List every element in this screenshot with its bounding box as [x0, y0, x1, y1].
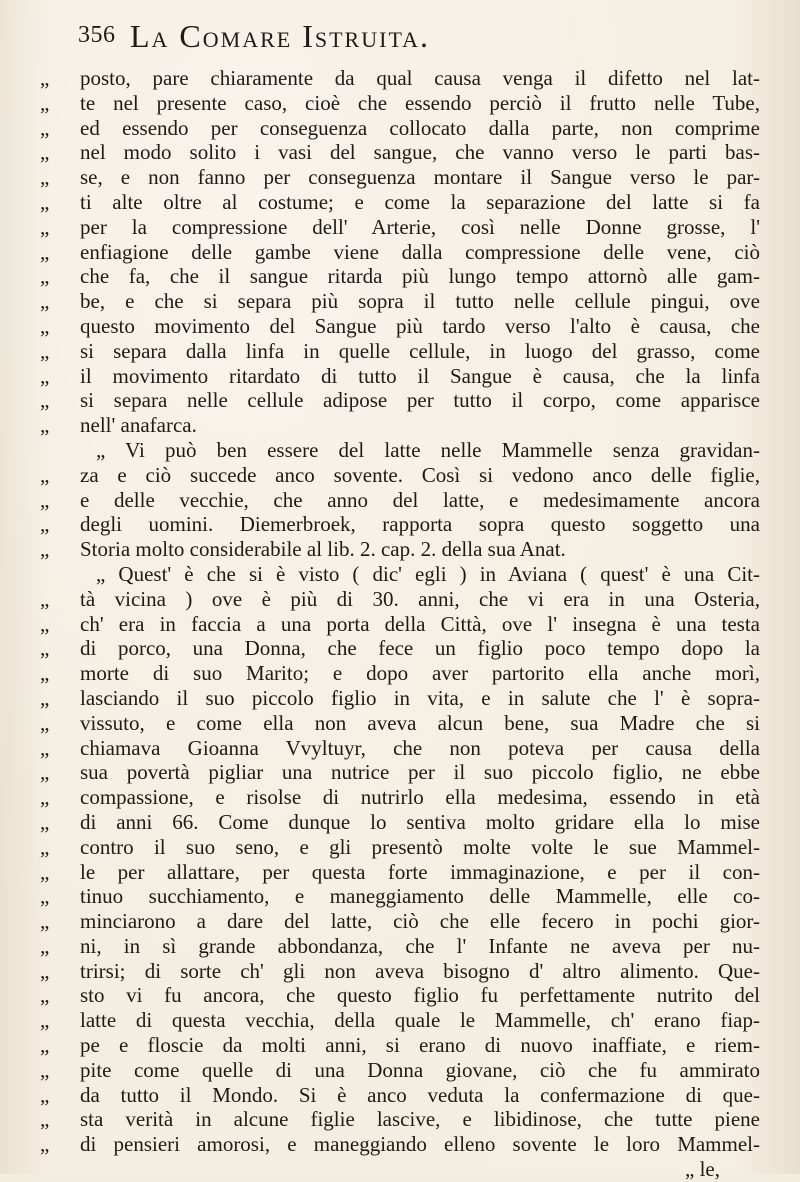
- line-text: che fa, che il sangue ritarda più lungo tempo attornò alle gam-: [80, 264, 760, 289]
- line-text: compassione, e risolse di nutrirlo ella medesima, essendo in età: [80, 785, 760, 810]
- line-text: nell' anafarca.: [80, 413, 197, 438]
- line-text: posto, pare chiaramente da qual causa venga il difetto nel lat-: [80, 66, 760, 90]
- line-text: sto vi fu ancora, che questo figlio fu perfettamente nutrito del: [80, 983, 760, 1008]
- text-line: [40, 488, 760, 513]
- line-text: „ Quest' è che si è visto ( dic' egli ) in Aviana ( quest' è una Cit-: [96, 561, 760, 586]
- line-text: te nel presente caso, cioè che essendo perciò il frutto nelle Tube,: [80, 90, 760, 115]
- quote-mark: „: [40, 487, 50, 512]
- quote-mark: „: [40, 1132, 50, 1157]
- page-number: 356: [78, 22, 116, 48]
- line-text: nel modo solito i vasi del sangue, che vanno verso le parti bas-: [80, 140, 760, 165]
- text-line: [40, 339, 760, 364]
- text-line: [40, 711, 760, 736]
- line-text: pite come quelle di una Donna giovane, ciò che fu ammirato: [80, 1057, 760, 1082]
- line-text: degli uomini. Diemerbroek, rapporta sopra questo soggetto una: [80, 512, 760, 537]
- line-text: tinuo succhiamento, e maneggiamento delle Mammelle, elle co-: [80, 884, 760, 909]
- quote-mark: „: [40, 884, 50, 909]
- text-line: [40, 190, 760, 215]
- quote-mark: „: [40, 413, 50, 438]
- text-line: [40, 91, 760, 116]
- line-text: ti alte oltre al costume; e come la separazione del latte si fa: [80, 189, 760, 214]
- line-text: di porco, una Donna, che fece un figlio poco tempo dopo la: [80, 636, 760, 661]
- line-text: da tutto il Mondo. Si è anco veduta la confermazione di que-: [80, 1082, 760, 1107]
- body-text: [40, 66, 760, 1182]
- text-line: [40, 289, 760, 314]
- quote-mark: „: [40, 313, 50, 338]
- quote-mark: „: [40, 586, 50, 611]
- line-text: vissuto, e come ella non aveva alcun bene, sua Madre che si: [80, 710, 760, 735]
- line-text: „ le,: [685, 1157, 720, 1182]
- text-line: [40, 1157, 760, 1182]
- text-line: [40, 736, 760, 761]
- text-line: [40, 364, 760, 389]
- text-line: [40, 66, 760, 91]
- text-line: [40, 884, 760, 909]
- text-line: [40, 413, 760, 438]
- text-line: [40, 1083, 760, 1108]
- quote-mark: „: [40, 512, 50, 537]
- page-header: [78, 18, 718, 58]
- line-text: Storia molto considerabile al lib. 2. cap. 2. della sua Anat.: [80, 537, 566, 562]
- line-text: „ Vi può ben essere del latte nelle Mammelle senza gravidan-: [96, 437, 760, 462]
- text-line: [40, 636, 760, 661]
- quote-mark: „: [40, 735, 50, 760]
- quote-mark: „: [40, 537, 50, 562]
- quote-mark: „: [40, 809, 50, 834]
- text-line: [40, 1058, 760, 1083]
- quote-mark: „: [40, 264, 50, 289]
- line-text: si separa dalla linfa in quelle cellule, in luogo del grasso, come: [80, 338, 760, 363]
- line-text: trirsi; di sorte ch' gli non aveva bisogno d' altro alimento. Que-: [80, 958, 760, 983]
- text-line: [40, 760, 760, 785]
- line-text: morte di suo Marito; e dopo aver partorito ella anche morì,: [80, 661, 760, 686]
- text-line: [40, 264, 760, 289]
- line-text: di anni 66. Come dunque lo sentiva molto gridare ella lo mise: [80, 809, 760, 834]
- text-line: [40, 983, 760, 1008]
- line-text: pe e floscie da molti anni, si erano di nuovo inaffiate, e riem-: [80, 1033, 760, 1058]
- line-text: be, e che si separa più sopra il tutto nelle cellule pingui, ove: [80, 289, 760, 314]
- line-text: se, e non fanno per conseguenza montare il Sangue verso le par-: [80, 165, 760, 190]
- quote-mark: „: [40, 338, 50, 363]
- line-text: za e ciò succede anco sovente. Così si vedono anco delle figlie,: [80, 462, 760, 487]
- line-text: il movimento ritardato di tutto il Sangue è causa, che la linfa: [80, 363, 760, 388]
- text-line: [40, 314, 760, 339]
- line-text: minciarono a dare del latte, ciò che elle fecero in pochi gior-: [80, 909, 760, 934]
- text-line: [40, 116, 760, 141]
- text-line: [40, 1107, 760, 1132]
- quote-mark: „: [40, 661, 50, 686]
- quote-mark: „: [40, 1008, 50, 1033]
- quote-mark: „: [40, 115, 50, 140]
- line-text: ni, in sì grande abbondanza, che l' Infante ne aveva per nu-: [80, 933, 760, 958]
- text-line: [40, 215, 760, 240]
- line-text: latte di questa vecchia, della quale le Mammelle, ch' erano fiap-: [80, 1008, 760, 1033]
- quote-mark: „: [40, 239, 50, 264]
- quote-mark: „: [40, 165, 50, 190]
- quote-mark: „: [40, 636, 50, 661]
- text-line: [40, 959, 760, 984]
- quote-mark: „: [40, 834, 50, 859]
- line-text: chiamava Gioanna Vvyltuyr, che non poteva per causa della: [80, 735, 760, 760]
- text-line: [40, 612, 760, 637]
- quote-mark: „: [40, 1033, 50, 1058]
- line-text: ch' era in faccia a una porta della Città, ove l' insegna è una testa: [80, 611, 760, 636]
- text-line: [40, 438, 760, 463]
- quote-mark: „: [40, 90, 50, 115]
- text-line: [40, 463, 760, 488]
- text-line: [40, 1008, 760, 1033]
- line-text: le per allattare, per questa forte immaginazione, e per il con-: [80, 859, 760, 884]
- quote-mark: „: [40, 611, 50, 636]
- quote-mark: „: [40, 214, 50, 239]
- line-text: contro il suo seno, e gli presentò molte volte le sue Mammel-: [80, 834, 760, 859]
- quote-mark: „: [40, 1057, 50, 1082]
- line-text: lasciando il suo piccolo figlio in vita, e in salute che l' è sopra-: [80, 685, 760, 710]
- text-line: [40, 860, 760, 885]
- quote-mark: „: [40, 462, 50, 487]
- quote-mark: „: [40, 363, 50, 388]
- quote-mark: „: [40, 289, 50, 314]
- quote-mark: „: [40, 189, 50, 214]
- text-line: [40, 537, 760, 562]
- line-text: e delle vecchie, che anno del latte, e medesimamente ancora: [80, 487, 760, 512]
- text-line: [40, 562, 760, 587]
- text-line: [40, 1033, 760, 1058]
- text-line: [40, 810, 760, 835]
- text-line: [40, 512, 760, 537]
- quote-mark: „: [40, 140, 50, 165]
- quote-mark: „: [40, 1082, 50, 1107]
- quote-mark: „: [40, 958, 50, 983]
- text-line: [40, 909, 760, 934]
- quote-mark: „: [40, 710, 50, 735]
- text-line: [40, 165, 760, 190]
- text-line: [40, 785, 760, 810]
- line-text: questo movimento del Sangue più tardo verso l'alto è causa, che: [80, 313, 760, 338]
- quote-mark: „: [40, 388, 50, 413]
- text-line: [40, 934, 760, 959]
- quote-mark: „: [40, 760, 50, 785]
- quote-mark: „: [40, 685, 50, 710]
- quote-mark: „: [40, 909, 50, 934]
- quote-mark: „: [40, 933, 50, 958]
- running-title: La Comare Istruita.: [130, 18, 431, 54]
- line-text: per la compressione dell' Arterie, così nelle Donne grosse, l': [80, 214, 760, 239]
- quote-mark: „: [40, 859, 50, 884]
- text-line: [40, 388, 760, 413]
- text-line: [40, 661, 760, 686]
- text-line: [40, 140, 760, 165]
- text-line: [40, 587, 760, 612]
- text-line: [40, 686, 760, 711]
- text-line: [40, 240, 760, 265]
- quote-mark: „: [40, 983, 50, 1008]
- text-line: [40, 1132, 760, 1157]
- quote-mark: „: [40, 1107, 50, 1132]
- line-text: tà vicina ) ove è più di 30. anni, che vi era in una Osteria,: [80, 586, 760, 611]
- quote-mark: „: [40, 785, 50, 810]
- line-text: ed essendo per conseguenza collocato dalla parte, non comprime: [80, 115, 760, 140]
- line-text: sua povertà pigliar una nutrice per il suo piccolo figlio, ne ebbe: [80, 760, 760, 785]
- line-text: enfiagione delle gambe viene dalla compressione delle vene, ciò: [80, 239, 760, 264]
- line-text: sta verità in alcune figlie lascive, e libidinose, che tutte piene: [80, 1107, 760, 1132]
- text-line: [40, 835, 760, 860]
- line-text: si separa nelle cellule adipose per tutto il corpo, come apparisce: [80, 388, 760, 413]
- line-text: di pensieri amorosi, e maneggiando elleno sovente le loro Mammel-: [80, 1132, 760, 1157]
- quote-mark: „: [40, 66, 50, 90]
